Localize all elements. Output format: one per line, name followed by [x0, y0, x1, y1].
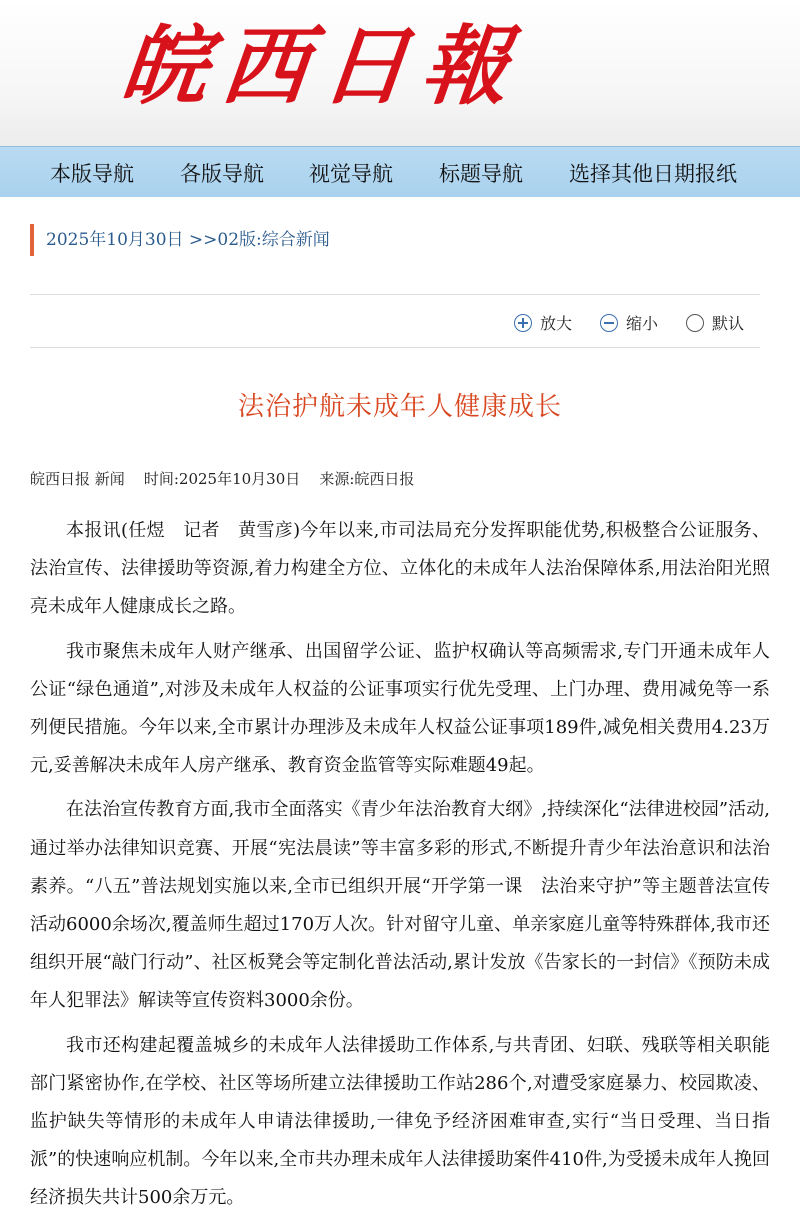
- nav-visual[interactable]: 视觉导航: [309, 162, 393, 186]
- newspaper-logo[interactable]: 皖西日報: [116, 16, 528, 117]
- zoom-in-label: 放大: [540, 314, 573, 333]
- article-title: 法治护航未成年人健康成长: [237, 392, 562, 422]
- article-meta: 皖西日报 新闻 时间:2025年10月30日 来源:皖西日报: [30, 470, 415, 488]
- zoom-out-button[interactable]: [600, 311, 658, 334]
- article-paragraph: 本报讯(任煜 记者 黄雪彦)今年以来,市司法局充分发挥职能优势,积极整合公证服务、法治宣传、法律援助等资源,着力构建全方位、立体化的未成年人法治保障体系,用法治阳光照亮未成年人健康成长之路。: [30, 520, 770, 618]
- plus-circle-icon: [514, 314, 532, 332]
- article-body: [30, 512, 770, 1224]
- nav-current-page[interactable]: 本版导航: [50, 162, 134, 186]
- radio-icon: [686, 314, 704, 332]
- zoom-in-button[interactable]: [514, 311, 572, 334]
- article-paragraph: 我市聚焦未成年人财产继承、出国留学公证、监护权确认等高频需求,专门开通未成年人公证“绿色通道”,对涉及未成年人权益的公证事项实行优先受理、上门办理、费用减免等一系列便民措施。今年以来,全市累计办理涉及未成年人权益公证事项189件,减免相关费用4.23万元,妥善解决未成年人房产继承、教育资金监管等实际难题49起。: [30, 640, 770, 777]
- minus-circle-icon: [600, 314, 618, 332]
- nav-other-dates[interactable]: 选择其他日期报纸: [569, 162, 737, 186]
- breadcrumb[interactable]: 2025年10月30日 >>02版:综合新闻: [30, 224, 330, 256]
- default-size-button[interactable]: [686, 311, 744, 334]
- nav-all-pages[interactable]: 各版导航: [180, 162, 264, 186]
- main-nav: [0, 146, 800, 197]
- article-paragraph: 我市还构建起覆盖城乡的未成年人法律援助工作体系,与共青团、妇联、残联等相关职能部门紧密协作,在学校、社区等场所建立法律援助工作站286个,对遭受家庭暴力、校园欺凌、监护缺失等情形的未成年人申请法律援助,一律免予经济困难审查,实行“当日受理、当日指派”的快速响应机制。今年以来,全市共办理未成年人法律援助案件410件,为受援未成年人挽回经济损失共计500余万元。: [30, 1034, 770, 1209]
- zoom-out-label: 缩小: [626, 314, 659, 333]
- article-paragraph: 在法治宣传教育方面,我市全面落实《青少年法治教育大纲》,持续深化“法律进校园”活动,通过举办法律知识竞赛、开展“宪法晨读”等丰富多彩的形式,不断提升青少年法治意识和法治素养。“八五”普法规划实施以来,全市已组织开展“开学第一课 法治来守护”等主题普法宣传活动6000余场次,覆盖师生超过170万人次。针对留守儿童、单亲家庭儿童等特殊群体,我市还组织开展“敲门行动”、社区板凳会等定制化普法活动,累计发放《告家长的一封信》《预防未成年人犯罪法》解读等宣传资料3000余份。: [30, 799, 770, 1012]
- default-size-label: 默认: [712, 314, 745, 333]
- nav-headlines[interactable]: 标题导航: [439, 162, 523, 186]
- masthead: [0, 0, 800, 146]
- font-size-toolbar: [30, 294, 760, 348]
